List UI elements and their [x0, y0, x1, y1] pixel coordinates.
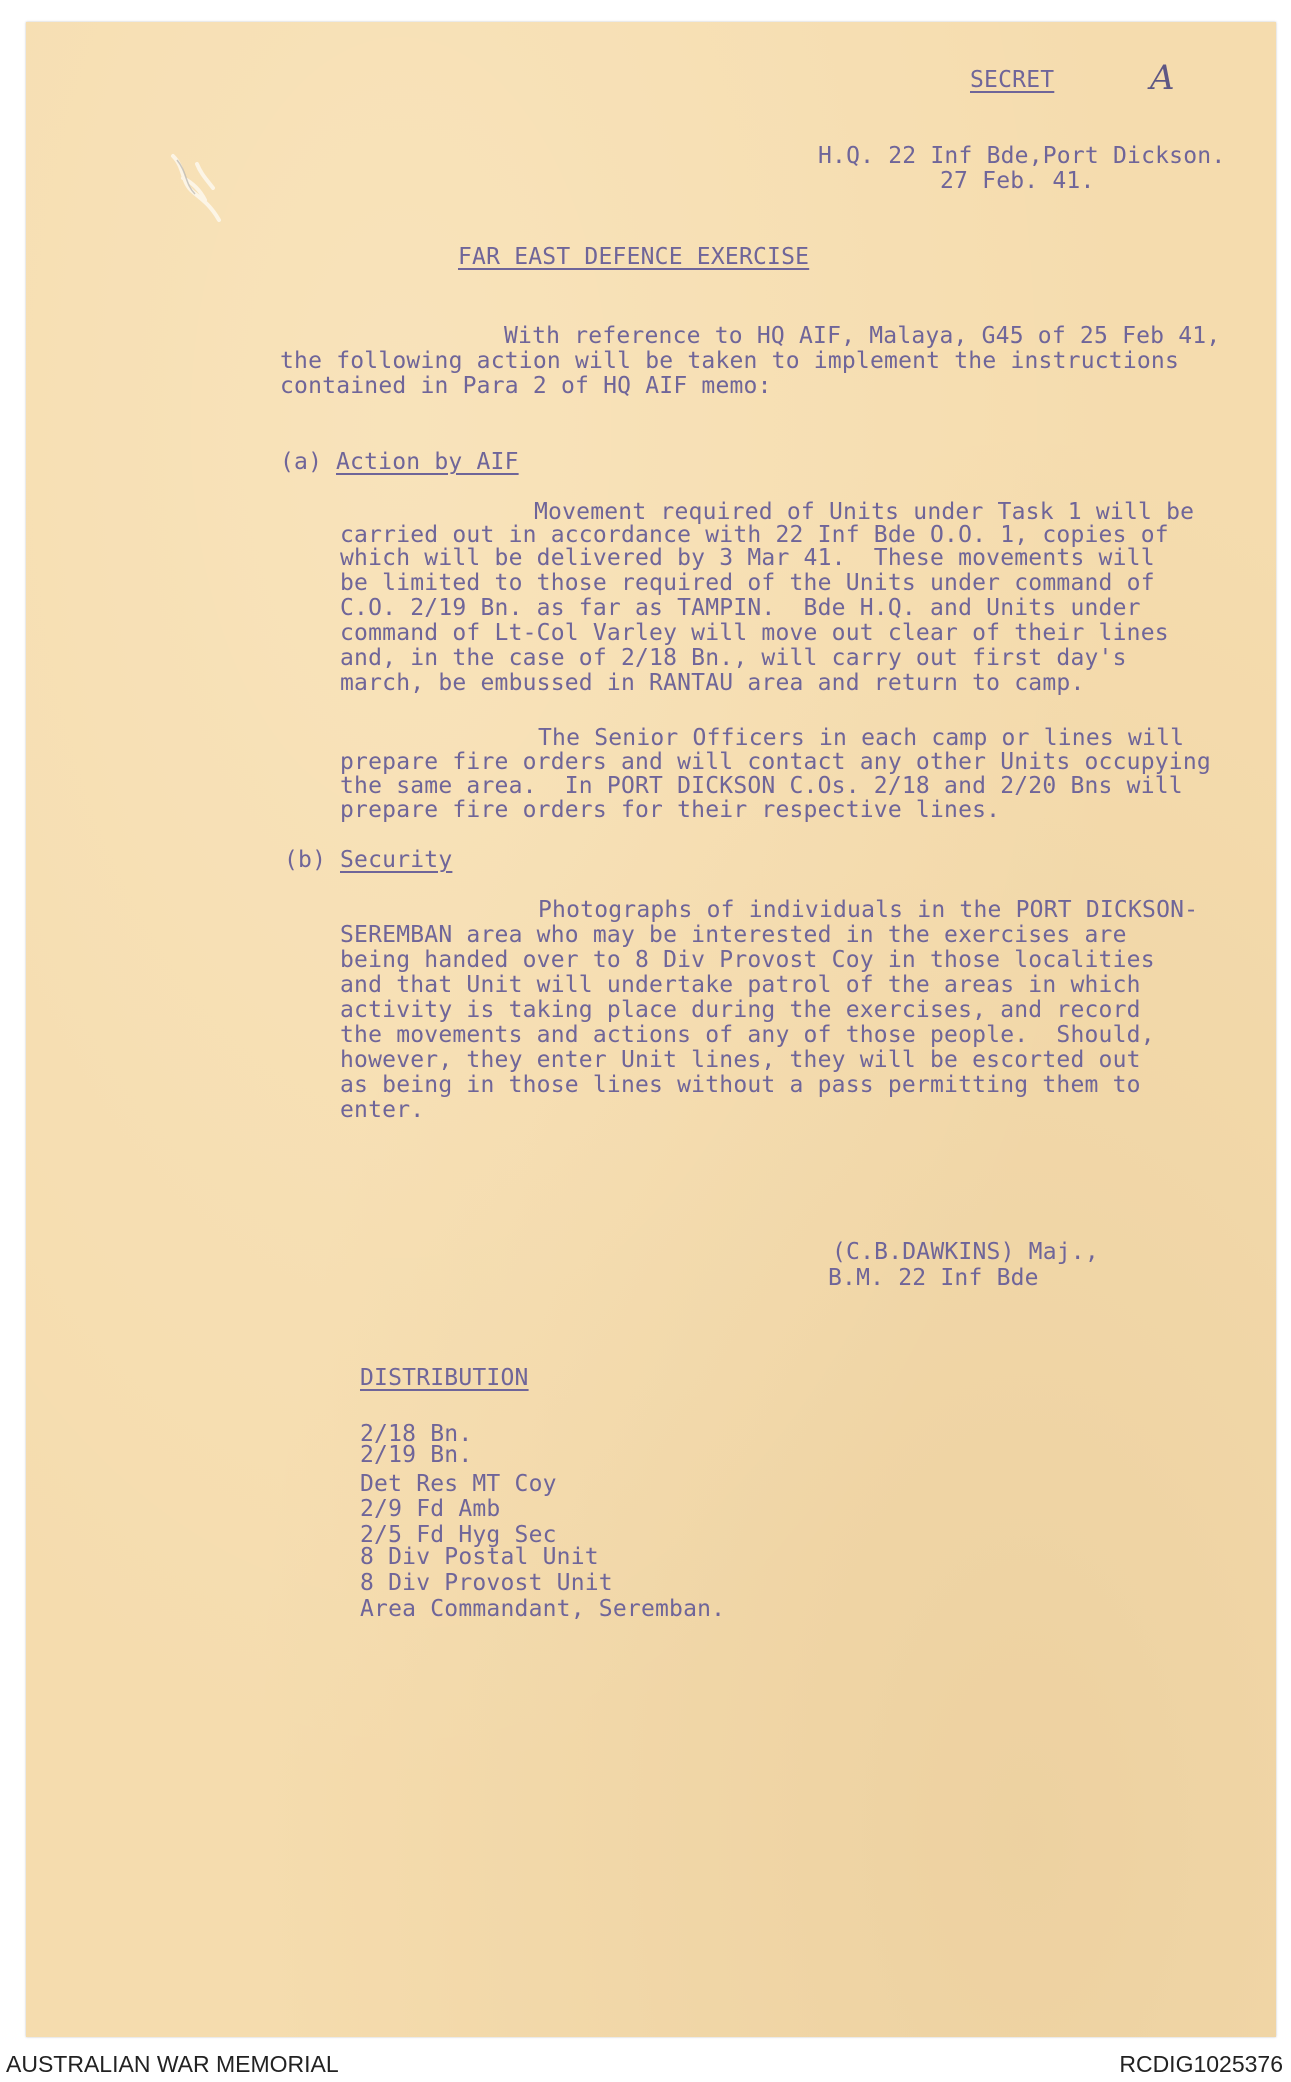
distribution-heading: DISTRIBUTION [360, 1365, 529, 1391]
paper-tear-mark [163, 148, 233, 230]
signature-name: (C.B.DAWKINS) Maj., [832, 1239, 1099, 1265]
footer-institution: AUSTRALIAN WAR MEMORIAL [6, 2051, 339, 2077]
distribution-item: 2/19 Bn. [360, 1442, 473, 1468]
text-line: and that Unit will undertake patrol of the areas in which [340, 972, 1141, 998]
section-b-marker: (b) [284, 847, 327, 873]
text-line: Photographs of individuals in the PORT DICKSON- [538, 897, 1199, 923]
text-line: activity is taking place during the exercises, and record [340, 997, 1141, 1023]
text-line: and, in the case of 2/18 Bn., will carry out first day's [340, 645, 1127, 671]
distribution-item: 8 Div Provost Unit [360, 1570, 613, 1596]
text-line: The Senior Officers in each camp or lines will [538, 725, 1185, 751]
text-line: the movements and actions of any of those people. Should, [340, 1022, 1155, 1048]
distribution-item: 2/5 Fd Hyg Sec [360, 1522, 557, 1548]
section-a-marker: (a) [280, 449, 323, 475]
text-line: prepare fire orders and will contact any other Units occupying [340, 749, 1211, 775]
text-line: being handed over to 8 Div Provost Coy in those localities [340, 947, 1155, 973]
text-line: command of Lt-Col Varley will move out clear of their lines [340, 620, 1169, 646]
intro-line: the following action will be taken to implement the instructions [280, 348, 1180, 374]
text-line: march, be embussed in RANTAU area and return to camp. [340, 670, 1085, 696]
text-line: carried out in accordance with 22 Inf Bde O.O. 1, copies of [340, 522, 1169, 548]
footer-record-id: RCDIG1025376 [1119, 2051, 1283, 2077]
origin-line-1: H.Q. 22 Inf Bde,Port Dickson. [818, 143, 1226, 169]
distribution-item: 2/18 Bn. [360, 1421, 473, 1447]
text-line: enter. [340, 1097, 425, 1123]
document-page [26, 22, 1276, 2037]
section-a-heading: Action by AIF [336, 449, 519, 475]
distribution-item: 2/9 Fd Amb [360, 1496, 501, 1522]
intro-line: With reference to HQ AIF, Malaya, G45 of 25 Feb 41, [504, 323, 1221, 349]
text-line: SEREMBAN area who may be interested in the exercises are [340, 922, 1127, 948]
text-line: Movement required of Units under Task 1 will be [534, 499, 1195, 525]
origin-date: 27 Feb. 41. [940, 168, 1095, 194]
text-line: C.O. 2/19 Bn. as far as TAMPIN. Bde H.Q. and Units under [340, 595, 1141, 621]
intro-line: contained in Para 2 of HQ AIF memo: [280, 373, 772, 399]
distribution-item: 8 Div Postal Unit [360, 1544, 599, 1570]
handwritten-mark: A [1150, 58, 1175, 98]
text-line: which will be delivered by 3 Mar 41. These movements will [340, 545, 1155, 571]
section-b-heading: Security [340, 847, 453, 873]
text-line: prepare fire orders for their respective lines. [340, 797, 1001, 823]
text-line: the same area. In PORT DICKSON C.Os. 2/18 and 2/20 Bns will [340, 773, 1183, 799]
text-line: however, they enter Unit lines, they will be escorted out [340, 1047, 1141, 1073]
distribution-item: Area Commandant, Seremban. [360, 1596, 726, 1622]
document-title: FAR EAST DEFENCE EXERCISE [458, 244, 810, 270]
text-line: be limited to those required of the Units under command of [340, 570, 1155, 596]
text-line: as being in those lines without a pass permitting them to [340, 1072, 1141, 1098]
distribution-item: Det Res MT Coy [360, 1471, 557, 1497]
signature-title: B.M. 22 Inf Bde [828, 1265, 1039, 1291]
classification-stamp: SECRET [970, 67, 1055, 93]
